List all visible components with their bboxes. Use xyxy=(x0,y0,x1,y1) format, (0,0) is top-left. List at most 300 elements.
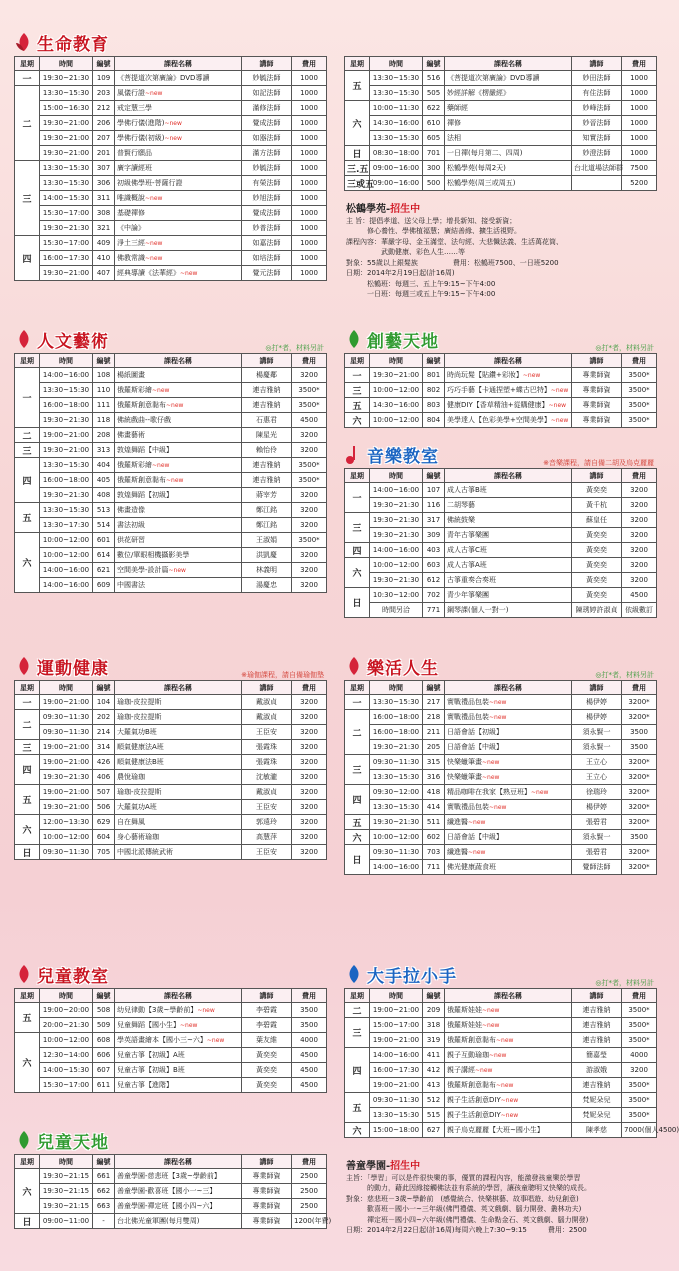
fee-cell: 3200 xyxy=(622,498,657,513)
table-row xyxy=(345,845,657,860)
code-cell: 207 xyxy=(93,131,115,146)
fee-cell: 1000 xyxy=(292,101,327,116)
fee-cell: 1000 xyxy=(292,161,327,176)
code-cell: 306 xyxy=(93,176,115,191)
course-name: 風儀行證 xyxy=(117,89,145,97)
table-row xyxy=(15,236,327,251)
course-name-cell: 瑜珈-皮拉提斯 xyxy=(115,710,242,725)
table-row xyxy=(15,1033,327,1048)
column-header: 講師 xyxy=(242,354,292,368)
new-badge: ~new xyxy=(164,135,182,142)
time-cell: 14:00~16:00 xyxy=(370,483,423,498)
time-cell: 19:30~21:00 xyxy=(40,443,93,458)
fee-cell: 4500 xyxy=(292,1063,327,1078)
column-header: 課程名稱 xyxy=(445,354,572,368)
info-line: 對象：55歲以上銀髮族 費用：松鶴班7500、一日班5200 xyxy=(346,258,559,267)
table-row xyxy=(15,488,327,503)
time-cell: 19:30~21:30 xyxy=(370,740,423,755)
teacher-cell: 鄭江銘 xyxy=(242,518,292,533)
teacher-cell: 覺師法師 xyxy=(572,860,622,875)
table-row xyxy=(15,1184,327,1199)
course-name-cell xyxy=(445,800,572,815)
course-name-cell: 松鶴學苑(每周2天) xyxy=(445,161,572,176)
table-row xyxy=(345,383,657,398)
course-name: 纖進醫 xyxy=(447,818,468,826)
new-badge: ~new xyxy=(152,387,170,394)
course-name: 俄羅斯創意黏布 xyxy=(117,401,166,409)
time-cell: 10:00~12:00 xyxy=(370,413,423,428)
table-row xyxy=(15,1199,327,1214)
table-row xyxy=(345,725,657,740)
weekday-cell: 三 xyxy=(15,740,40,755)
table-row xyxy=(15,116,327,131)
course-name: 實戰禮品包裝 xyxy=(447,698,489,706)
lotus-icon xyxy=(14,328,34,350)
weekday-cell: 五 xyxy=(345,71,370,101)
fee-cell: 3200 xyxy=(292,428,327,443)
column-header: 時間 xyxy=(40,57,93,71)
code-cell: 404 xyxy=(93,458,115,473)
course-name-cell xyxy=(115,383,242,398)
fee-cell: 3200* xyxy=(622,755,657,770)
weekday-cell: 三 xyxy=(345,1018,370,1048)
fee-cell: 3200 xyxy=(292,503,327,518)
table-row xyxy=(345,573,657,588)
teacher-cell: 妙澄法師 xyxy=(572,146,622,161)
weekday-cell: 一 xyxy=(15,695,40,710)
weekday-cell: 五 xyxy=(15,785,40,815)
weekday-cell: 三 xyxy=(15,443,40,458)
time-cell: 19:00~21:00 xyxy=(40,428,93,443)
course-name-cell: 農悅瑜珈 xyxy=(115,770,242,785)
table-joy xyxy=(344,680,657,875)
code-cell: 208 xyxy=(93,428,115,443)
code-cell: 214 xyxy=(93,725,115,740)
table-row xyxy=(15,503,327,518)
column-header: 編號 xyxy=(423,469,445,483)
weekday-cell: 三 xyxy=(345,755,370,785)
code-cell: 711 xyxy=(423,860,445,875)
table-row xyxy=(345,695,657,710)
table-row xyxy=(345,1093,657,1108)
course-name-cell: 佛統戲曲--歌仔戲 xyxy=(115,413,242,428)
time-cell: 13:30~17:30 xyxy=(40,518,93,533)
new-badge: ~new xyxy=(468,819,486,826)
table-row xyxy=(15,176,327,191)
table-row xyxy=(15,221,327,236)
code-cell: 603 xyxy=(423,558,445,573)
table-row xyxy=(345,1003,657,1018)
column-header: 課程名稱 xyxy=(445,681,572,695)
course-name-cell: 中國北派傳統武術 xyxy=(115,845,242,860)
course-name-cell: 基礎禪修 xyxy=(115,206,242,221)
table-row xyxy=(15,1003,327,1018)
teacher-cell: 如培法師 xyxy=(242,251,292,266)
table-row xyxy=(15,578,327,593)
teacher-cell: 張霞珠 xyxy=(242,755,292,770)
course-name-cell xyxy=(115,473,242,488)
code-cell: 300 xyxy=(423,161,445,176)
table-row xyxy=(345,1108,657,1123)
column-header: 星期 xyxy=(345,989,370,1003)
weekday-cell: 四 xyxy=(15,458,40,503)
course-name-cell xyxy=(445,815,572,830)
teacher-cell: 石惠君 xyxy=(242,413,292,428)
course-name-cell xyxy=(115,458,242,473)
code-cell: 627 xyxy=(423,1123,445,1138)
column-header: 星期 xyxy=(345,681,370,695)
weekday-cell: 二 xyxy=(345,710,370,755)
code-cell: 203 xyxy=(93,86,115,101)
table-header-row xyxy=(345,469,657,483)
table-row xyxy=(345,176,657,191)
time-cell: 09:30~11:30 xyxy=(40,845,93,860)
fee-cell: 3500* xyxy=(622,1108,657,1123)
code-cell: 407 xyxy=(93,266,115,281)
section-title: 創藝天地 xyxy=(367,331,439,352)
course-name-cell xyxy=(115,1018,242,1033)
time-cell: 13:30~15:30 xyxy=(40,176,93,191)
fee-cell: 3200 xyxy=(622,543,657,558)
fee-cell: 3200 xyxy=(292,845,327,860)
course-name-cell xyxy=(445,785,572,800)
info-line: 松鶴班：每週三、五上午9:15~下午4:00 xyxy=(346,279,496,288)
table-row xyxy=(345,603,657,618)
code-cell: 309 xyxy=(423,528,445,543)
column-header: 講師 xyxy=(572,989,622,1003)
time-cell: 10:30~12:00 xyxy=(370,588,423,603)
time-cell: 10:00~12:00 xyxy=(370,383,423,398)
table-row xyxy=(15,251,327,266)
teacher-cell: 專業師資 xyxy=(242,1169,292,1184)
teacher-cell: 高慧萍 xyxy=(242,830,292,845)
course-name-cell: 松鶴學苑(周三或周五) xyxy=(445,176,572,191)
fee-cell: 3200 xyxy=(292,740,327,755)
course-name-cell: 《菩提道次第廣論》DVD導讀 xyxy=(115,71,242,86)
table-row xyxy=(15,563,327,578)
course-name: 幼兒律動【3歲~學齡前】 xyxy=(117,1006,198,1014)
code-cell: 661 xyxy=(93,1169,115,1184)
course-name-cell: 鋼琴課(個人一對一) xyxy=(445,603,572,618)
table-row xyxy=(15,518,327,533)
course-name-cell xyxy=(445,1003,572,1018)
code-cell: 413 xyxy=(423,1078,445,1093)
course-name-cell: 妙經詳解《楞嚴經》 xyxy=(445,86,572,101)
time-cell: 09:00~16:00 xyxy=(370,176,423,191)
column-header: 時間 xyxy=(370,354,423,368)
new-badge: ~new xyxy=(168,567,186,574)
column-header: 星期 xyxy=(345,57,370,71)
table-row xyxy=(15,770,327,785)
teacher-cell: 戴淑貞 xyxy=(242,785,292,800)
teacher-cell: 妙普法師 xyxy=(242,221,292,236)
code-cell: 217 xyxy=(423,695,445,710)
fee-cell: 5200 xyxy=(622,176,657,191)
lotus-icon xyxy=(14,1129,34,1151)
course-name: 學佛行儀(進階) xyxy=(117,119,165,127)
time-cell: 19:30~21:30 xyxy=(40,770,93,785)
code-cell: 514 xyxy=(93,518,115,533)
teacher-cell: 連吉雅納 xyxy=(572,1078,622,1093)
time-cell: 19:30~21:00 xyxy=(40,131,93,146)
course-name-cell xyxy=(115,236,242,251)
course-name: 空間美學-設計篇 xyxy=(117,566,169,574)
weekday-cell: 日 xyxy=(345,588,370,618)
course-name: 俄羅斯娃娃 xyxy=(447,1021,482,1029)
code-cell: 321 xyxy=(93,221,115,236)
teacher-cell: 郭遠玲 xyxy=(242,815,292,830)
course-name: 健康DIY【香草精油+從購健康】 xyxy=(447,401,549,409)
section-header xyxy=(14,28,109,56)
course-name-cell: 青年古箏樂團 xyxy=(445,528,572,543)
course-name-cell: 身心藝術瑜珈 xyxy=(115,830,242,845)
time-cell: 14:00~16:00 xyxy=(40,578,93,593)
code-cell: 202 xyxy=(93,710,115,725)
info-line: 修心養性、學佛植福慧；廣結善緣、擴生活視野。 xyxy=(346,227,521,235)
teacher-cell: 如器法師 xyxy=(242,131,292,146)
course-name-cell xyxy=(115,116,242,131)
fee-cell: 3500* xyxy=(622,413,657,428)
time-cell: 19:30~21:15 xyxy=(40,1169,93,1184)
code-cell: 508 xyxy=(93,1003,115,1018)
time-cell: 14:00~16:00 xyxy=(370,1048,423,1063)
fee-cell: 3200 xyxy=(292,815,327,830)
fee-cell: 3200 xyxy=(292,710,327,725)
time-cell: 19:00~21:00 xyxy=(370,1003,423,1018)
teacher-cell: 黃千杭 xyxy=(572,498,622,513)
section-title: 生命教育 xyxy=(37,34,109,55)
table-row xyxy=(15,800,327,815)
new-badge: ~new xyxy=(180,270,198,277)
table-row xyxy=(15,548,327,563)
time-cell: 14:00~16:00 xyxy=(40,563,93,578)
fee-cell: 1000 xyxy=(292,116,327,131)
table-sport xyxy=(14,680,327,860)
fee-cell: 2500 xyxy=(292,1199,327,1214)
teacher-cell: 簡嘉瑩 xyxy=(572,1048,622,1063)
table-row xyxy=(345,398,657,413)
column-header: 編號 xyxy=(423,354,445,368)
column-header: 課程名稱 xyxy=(445,989,572,1003)
songhe-title: 松鶴學苑-招生中 xyxy=(346,204,421,215)
course-name: 兒童舞蹈【國小生】 xyxy=(117,1021,180,1029)
section-note: ※音樂課程，請自備二胡及烏克麗麗 xyxy=(543,459,654,467)
time-cell: 15:30~17:00 xyxy=(40,236,93,251)
teacher-cell: 李碧霞 xyxy=(242,1018,292,1033)
course-name-cell: 中國書法 xyxy=(115,578,242,593)
fee-cell: 3500* xyxy=(622,368,657,383)
fee-cell: 3200 xyxy=(622,513,657,528)
course-name-cell: 台北佛光童軍團(每月雙周) xyxy=(115,1214,242,1229)
fee-cell: 3500* xyxy=(292,473,327,488)
table-row xyxy=(345,1123,657,1138)
code-cell: 211 xyxy=(423,725,445,740)
column-header: 時間 xyxy=(370,681,423,695)
weekday-cell: 五 xyxy=(15,1003,40,1033)
code-cell: 406 xyxy=(93,770,115,785)
code-cell: 307 xyxy=(93,161,115,176)
fee-cell: 3200 xyxy=(622,1063,657,1078)
info-line: 主 旨：提倡孝道、送父母上學；增長新知、接受新資； xyxy=(346,216,517,225)
course-name-cell: 瑜珈-皮拉提斯 xyxy=(115,695,242,710)
table-row xyxy=(15,443,327,458)
time-cell: 16:00~17:30 xyxy=(370,1063,423,1078)
fee-cell: 3500* xyxy=(292,458,327,473)
time-cell: 10:00~11:30 xyxy=(370,101,423,116)
fee-cell: 1000 xyxy=(622,116,657,131)
course-name-cell: 敦煌舞蹈【中級】 xyxy=(115,443,242,458)
course-name: 快樂蠟筆畫 xyxy=(447,773,482,781)
code-cell: 509 xyxy=(93,1018,115,1033)
fee-cell: 4500 xyxy=(292,413,327,428)
time-cell: 19:30~21:00 xyxy=(40,116,93,131)
table-row xyxy=(345,413,657,428)
course-name-cell xyxy=(115,131,242,146)
time-cell: 13:30~15:30 xyxy=(370,86,423,101)
course-name-cell: 佛光健康蔬食班 xyxy=(445,860,572,875)
fee-cell: 1000 xyxy=(292,221,327,236)
time-cell: 13:30~15:30 xyxy=(370,800,423,815)
time-cell: 10:00~12:00 xyxy=(370,558,423,573)
teacher-cell: 連吉雅納 xyxy=(242,458,292,473)
time-cell: 12:00~13:30 xyxy=(40,815,93,830)
new-badge: ~new xyxy=(548,402,567,409)
code-cell: 218 xyxy=(423,710,445,725)
time-cell: 10:00~12:00 xyxy=(370,830,423,845)
time-cell: 19:30~21:30 xyxy=(370,498,423,513)
fee-cell: 1000 xyxy=(292,176,327,191)
fee-cell: 7000(個人4500) xyxy=(622,1123,657,1138)
course-name: 親子生活創意DIY xyxy=(447,1096,501,1104)
table-row xyxy=(15,740,327,755)
table-header-row xyxy=(15,354,327,368)
teacher-cell: 連吉雅納 xyxy=(242,473,292,488)
weekday-cell: 一 xyxy=(345,695,370,710)
table-row xyxy=(15,533,327,548)
fee-cell: 1000 xyxy=(292,251,327,266)
course-name: 學英語畫繪本【國小三~六】 xyxy=(117,1036,207,1044)
code-cell: 109 xyxy=(93,71,115,86)
column-header: 講師 xyxy=(572,469,622,483)
time-cell: 13:30~15:30 xyxy=(370,131,423,146)
course-name: 俄羅斯彩繪 xyxy=(117,386,152,394)
course-name-cell xyxy=(445,755,572,770)
music-note-icon xyxy=(344,443,364,465)
table-row xyxy=(345,785,657,800)
course-name: 學佛行儀(初級) xyxy=(117,134,165,142)
course-name-cell: 青少年箏樂團 xyxy=(445,588,572,603)
new-badge: ~new xyxy=(475,1067,493,1074)
time-cell: 09:30~11:30 xyxy=(40,710,93,725)
column-header: 講師 xyxy=(242,681,292,695)
code-cell: 116 xyxy=(423,498,445,513)
course-name: 快樂蠟筆畫 xyxy=(447,758,482,766)
teacher-cell: 林義明 xyxy=(242,563,292,578)
time-cell: 19:00~21:00 xyxy=(40,785,93,800)
weekday-cell: 一 xyxy=(15,71,40,86)
code-cell: 410 xyxy=(93,251,115,266)
table-row xyxy=(15,785,327,800)
fee-cell: 3500 xyxy=(622,830,657,845)
new-badge: ~new xyxy=(197,1007,215,1014)
table-row xyxy=(15,266,327,281)
table-row xyxy=(345,1018,657,1033)
code-cell: 111 xyxy=(93,398,115,413)
code-cell: 612 xyxy=(423,573,445,588)
teacher-cell xyxy=(572,176,622,191)
teacher-cell: 須永賢一 xyxy=(572,740,622,755)
column-header: 時間 xyxy=(40,989,93,1003)
column-header: 課程名稱 xyxy=(445,57,572,71)
teacher-cell: 湯慶忠 xyxy=(242,578,292,593)
fee-cell: 3500 xyxy=(292,1018,327,1033)
column-header: 課程名稱 xyxy=(115,354,242,368)
teacher-cell: 楊伊婷 xyxy=(572,800,622,815)
time-cell: 09:30~11:30 xyxy=(40,725,93,740)
time-cell: 19:30~21:15 xyxy=(40,1199,93,1214)
teacher-cell: 游淑娥 xyxy=(572,1063,622,1078)
time-cell: 13:30~15:30 xyxy=(40,86,93,101)
table-row xyxy=(15,1214,327,1229)
weekday-cell: 日 xyxy=(15,845,40,860)
table-row xyxy=(345,558,657,573)
new-badge: ~new xyxy=(500,1097,519,1104)
table-kidsworld xyxy=(14,1154,332,1229)
weekday-cell: 六 xyxy=(15,1169,40,1214)
course-name: 經典導讀《法華經》 xyxy=(117,269,180,277)
section-kidsworld xyxy=(14,1126,326,1154)
time-cell: 19:00~21:00 xyxy=(40,740,93,755)
teacher-cell: 滿方法師 xyxy=(242,146,292,161)
fee-cell: 3200 xyxy=(622,528,657,543)
section-title: 兒童教室 xyxy=(37,966,109,987)
course-name-cell xyxy=(115,563,242,578)
code-cell: 426 xyxy=(93,755,115,770)
column-header: 編號 xyxy=(423,681,445,695)
teacher-cell: 楊慶鄰 xyxy=(242,368,292,383)
code-cell: 313 xyxy=(93,443,115,458)
code-cell: 621 xyxy=(93,563,115,578)
fee-cell: 3200 xyxy=(292,563,327,578)
weekday-cell: 六 xyxy=(345,1123,370,1138)
lotus-icon xyxy=(344,655,364,677)
table-row xyxy=(15,368,327,383)
code-cell: 608 xyxy=(93,1033,115,1048)
course-name-cell: 順氣健康法B班 xyxy=(115,755,242,770)
teacher-cell: 黃奕奕 xyxy=(242,1063,292,1078)
fee-cell: 3500* xyxy=(622,1018,657,1033)
code-cell: 605 xyxy=(423,131,445,146)
table-row xyxy=(15,710,327,725)
course-name-cell: 大羅氣功A班 xyxy=(115,800,242,815)
course-name-cell: 《菩提道次第廣論》DVD導讀 xyxy=(445,71,572,86)
table-row xyxy=(345,116,657,131)
column-header: 費用 xyxy=(292,57,327,71)
new-badge: ~new xyxy=(206,1037,225,1044)
info-line: 歡喜班－國小一~三年級(佛門禮儀、英文戲劇、腦力開發、叢林功夫) xyxy=(346,1205,582,1213)
teacher-cell: 妙毓法師 xyxy=(242,161,292,176)
table-row xyxy=(345,740,657,755)
teacher-cell: 徐瑞玲 xyxy=(572,785,622,800)
course-name-cell xyxy=(445,413,572,428)
teacher-cell: 專業師資 xyxy=(242,1199,292,1214)
fee-cell: 3200* xyxy=(622,770,657,785)
course-name: 唯識概說 xyxy=(117,194,145,202)
teacher-cell: 專業師資 xyxy=(242,1214,292,1229)
course-name: 親子講經 xyxy=(447,1066,475,1074)
fee-cell: 3200* xyxy=(622,710,657,725)
time-cell: 08:30~18:00 xyxy=(370,146,423,161)
